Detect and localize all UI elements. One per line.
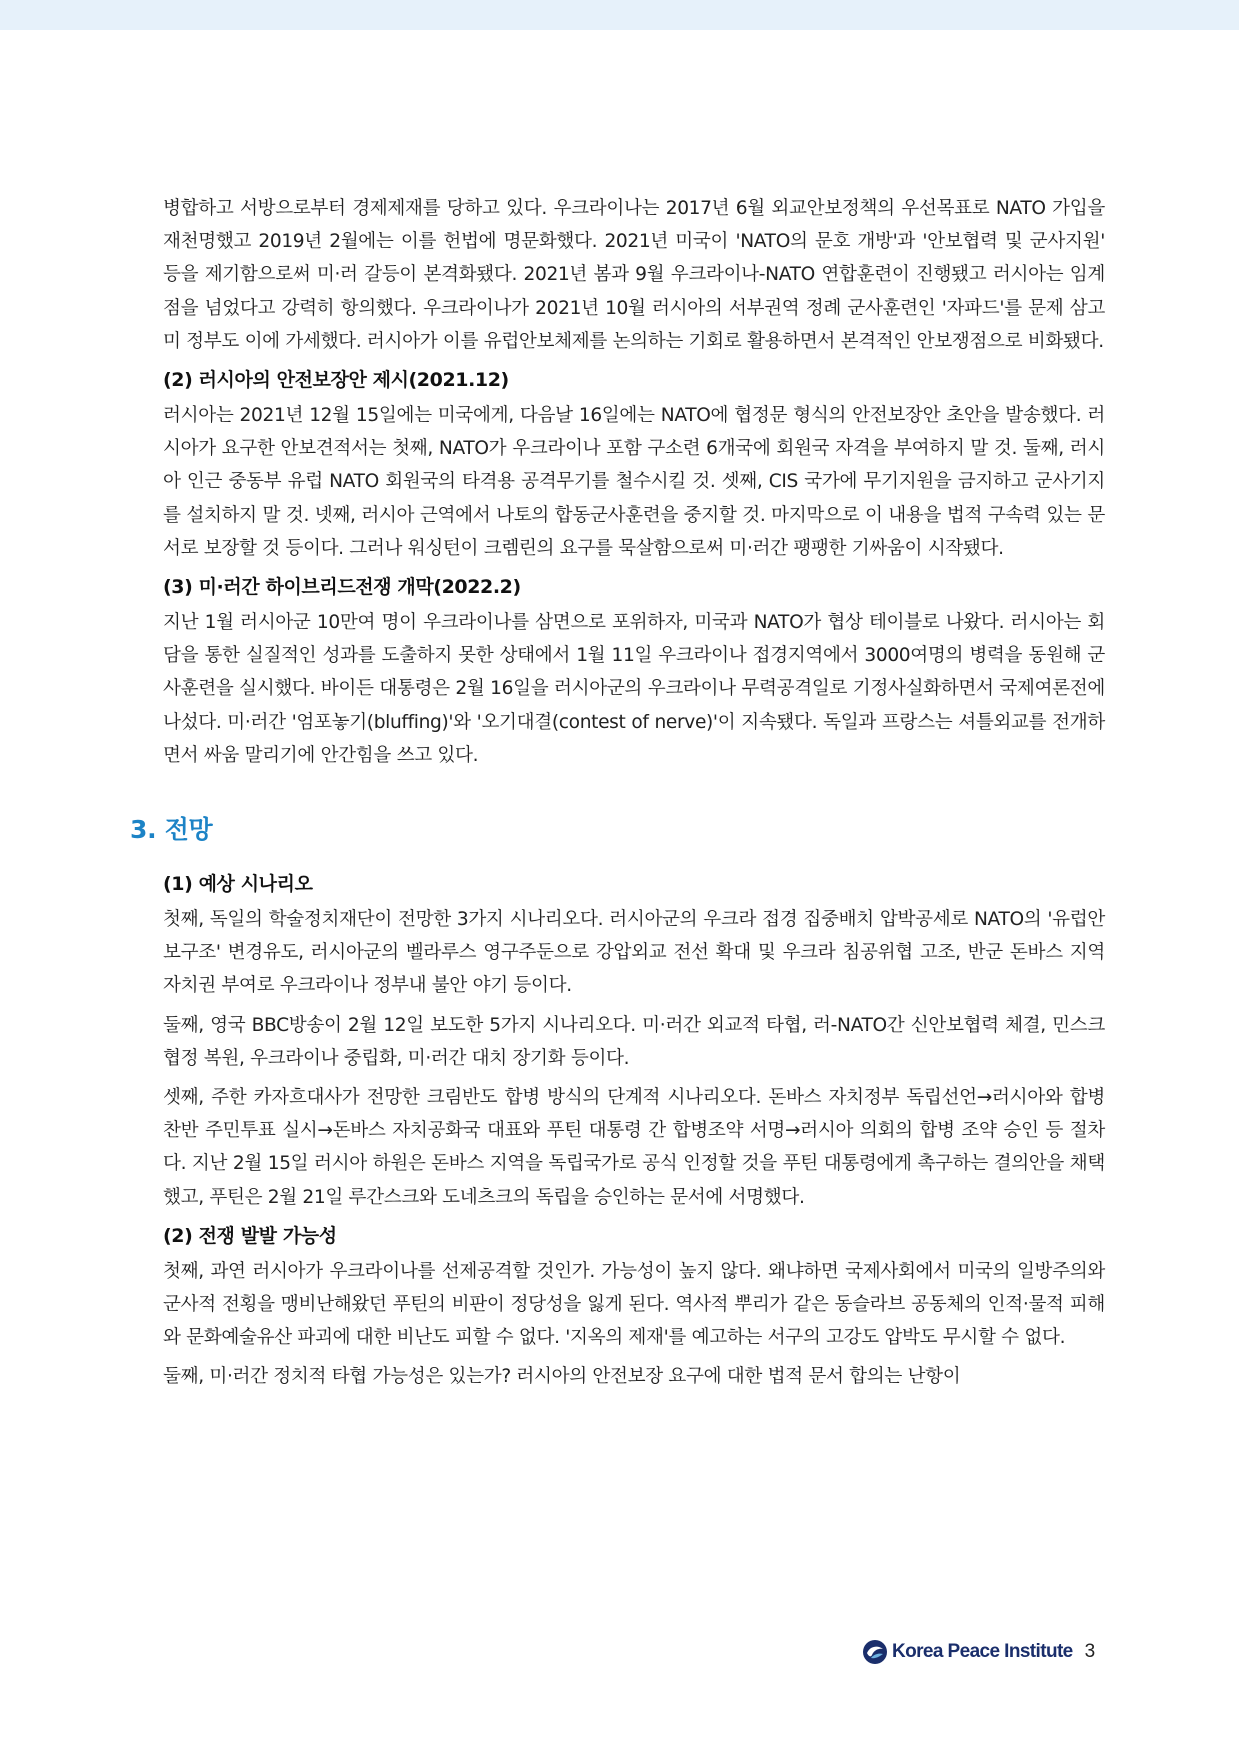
section-heading-outlook: 3. 전망	[130, 815, 213, 845]
subheading-scenarios: (1) 예상 시나리오	[163, 873, 313, 896]
footer-logo-text: Korea Peace Institute	[892, 1641, 1073, 1662]
page-top-band	[0, 0, 1239, 30]
paragraph-scenario-third: 셋째, 주한 카자흐대사가 전망한 크림반도 합병 방식의 단계적 시나리오다. 돈바스 자치정부 독립선언→러시아와 합병 찬반 주민투표 실시→돈바스 자치공화국 대표와 푸틴 대통령 간 합병조약 서명→러시아 의회의 합병 조약 승인 등 절차다. 지난 2월 15일 러시아 하원은 돈바스 지역을 독립국가로 공식 인정할 것을 푸틴 대통령에게 촉구하는 결의안을 채택했고, 푸틴은 2월 21일 루간스크와 도네츠크의 독립을 승인하는 문서에 서명했다.	[163, 1087, 1105, 1208]
paragraph-war-second: 둘째, 미·러간 정치적 타협 가능성은 있는가? 러시아의 안전보장 요구에 대한 법적 문서 합의는 난항이	[163, 1366, 961, 1388]
paragraph-war-first: 첫째, 과연 러시아가 우크라이나를 선제공격할 것인가. 가능성이 높지 않다. 왜냐하면 국제사회에서 미국의 일방주의와 군사적 전횡을 맹비난해왔던 푸틴의 비판이 정당성을 잃게 된다. 역사적 뿌리가 같은 동슬라브 공동체의 인적·물적 피해와 문화예술유산 파괴에 대한 비난도 피할 수 없다. '지옥의 제재'를 예고하는 서구의 고강도 압박도 무시할 수 없다.	[163, 1260, 1105, 1349]
paragraph-scenario-second: 둘째, 영국 BBC방송이 2월 12일 보도한 5가지 시나리오다. 미·러간 외교적 타협, 러-NATO간 신안보협력 체결, 민스크협정 복원, 우크라이나 중립화, 미·러간 대치 장기화 등이다.	[163, 1014, 1105, 1069]
paragraph-intro: 병합하고 서방으로부터 경제제재를 당하고 있다. 우크라이나는 2017년 6월 외교안보정책의 우선목표로 NATO 가입을 재천명했고 2019년 2월에는 이를 헌법에 명문화했다. 2021년 미국이 'NATO의 문호 개방'과 '안보협력 및 군사지원' 등을 제기함으로써 미·러 갈등이 본격화됐다. 2021년 봄과 9월 우크라이나-NATO 연합훈련이 진행됐고 러시아는 임계점을 넘었다고 강력히 항의했다. 우크라이나가 2021년 10월 러시아의 서부권역 정례 군사훈련인 '자파드'를 문제 삼고 미 정부도 이에 가세했다. 러시아가 이를 유럽안보체제를 논의하는 기회로 활용하면서 본격적인 안보쟁점으로 비화됐다.	[163, 198, 1105, 352]
page-footer	[862, 1637, 1102, 1667]
page-number: 3	[1084, 1641, 1096, 1662]
subheading-hybrid-war: (3) 미·러간 하이브리드전쟁 개막(2022.2)	[163, 576, 521, 599]
document-body	[130, 192, 1105, 1400]
paragraph-security-proposal: 러시아는 2021년 12월 15일에는 미국에게, 다음날 16일에는 NATO에 협정문 형식의 안전보장안 초안을 발송했다. 러시아가 요구한 안보견적서는 첫째, NATO가 우크라이나 포함 구소련 6개국에 회원국 자격을 부여하지 말 것. 둘째, 러시아 인근 중동부 유럽 NATO 회원국의 타격용 공격무기를 철수시킬 것. 셋째, CIS 국가에 무기지원을 금지하고 군사기지를 설치하지 말 것. 넷째, 러시아 근역에서 나토의 합동군사훈련을 중지할 것. 마지막으로 이 내용을 법적 구속력 있는 문서로 보장할 것 등이다. 그러나 워싱턴이 크렘린의 요구를 묵살함으로써 미·러간 팽팽한 기싸움이 시작됐다.	[163, 405, 1105, 559]
paragraph-scenario-first: 첫째, 독일의 학술정치재단이 전망한 3가지 시나리오다. 러시아군의 우크라 접경 집중배치 압박공세로 NATO의 '유럽안보구조' 변경유도, 러시아군의 벨라루스 영구주둔으로 강압외교 전선 확대 및 우크라 침공위협 고조, 반군 돈바스 지역 자치권 부여로 우크라이나 정부내 불안 야기 등이다.	[163, 909, 1105, 997]
paragraph-hybrid-war: 지난 1월 러시아군 10만여 명이 우크라이나를 삼면으로 포위하자, 미국과 NATO가 협상 테이블로 나왔다. 러시아는 회담을 통한 실질적인 성과를 도출하지 못한 상태에서 1월 11일 우크라이나 접경지역에서 3000여명의 병력을 동원해 군사훈련을 실시했다. 바이든 대통령은 2월 16일을 러시아군의 우크라이나 무력공격일로 기정사실화하면서 국제여론전에 나섰다. 미·러간 '엄포놓기(bluffing)'와 '오기대결(contest of nerve)'이 지속됐다. 독일과 프랑스는 셔틀외교를 전개하면서 싸움 말리기에 안간힘을 쓰고 있다.	[163, 612, 1105, 766]
subheading-war-possibility: (2) 전쟁 발발 가능성	[163, 1224, 337, 1247]
korea-peace-institute-logo-icon	[862, 1639, 888, 1665]
subheading-security-proposal: (2) 러시아의 안전보장안 제시(2021.12)	[163, 369, 509, 392]
